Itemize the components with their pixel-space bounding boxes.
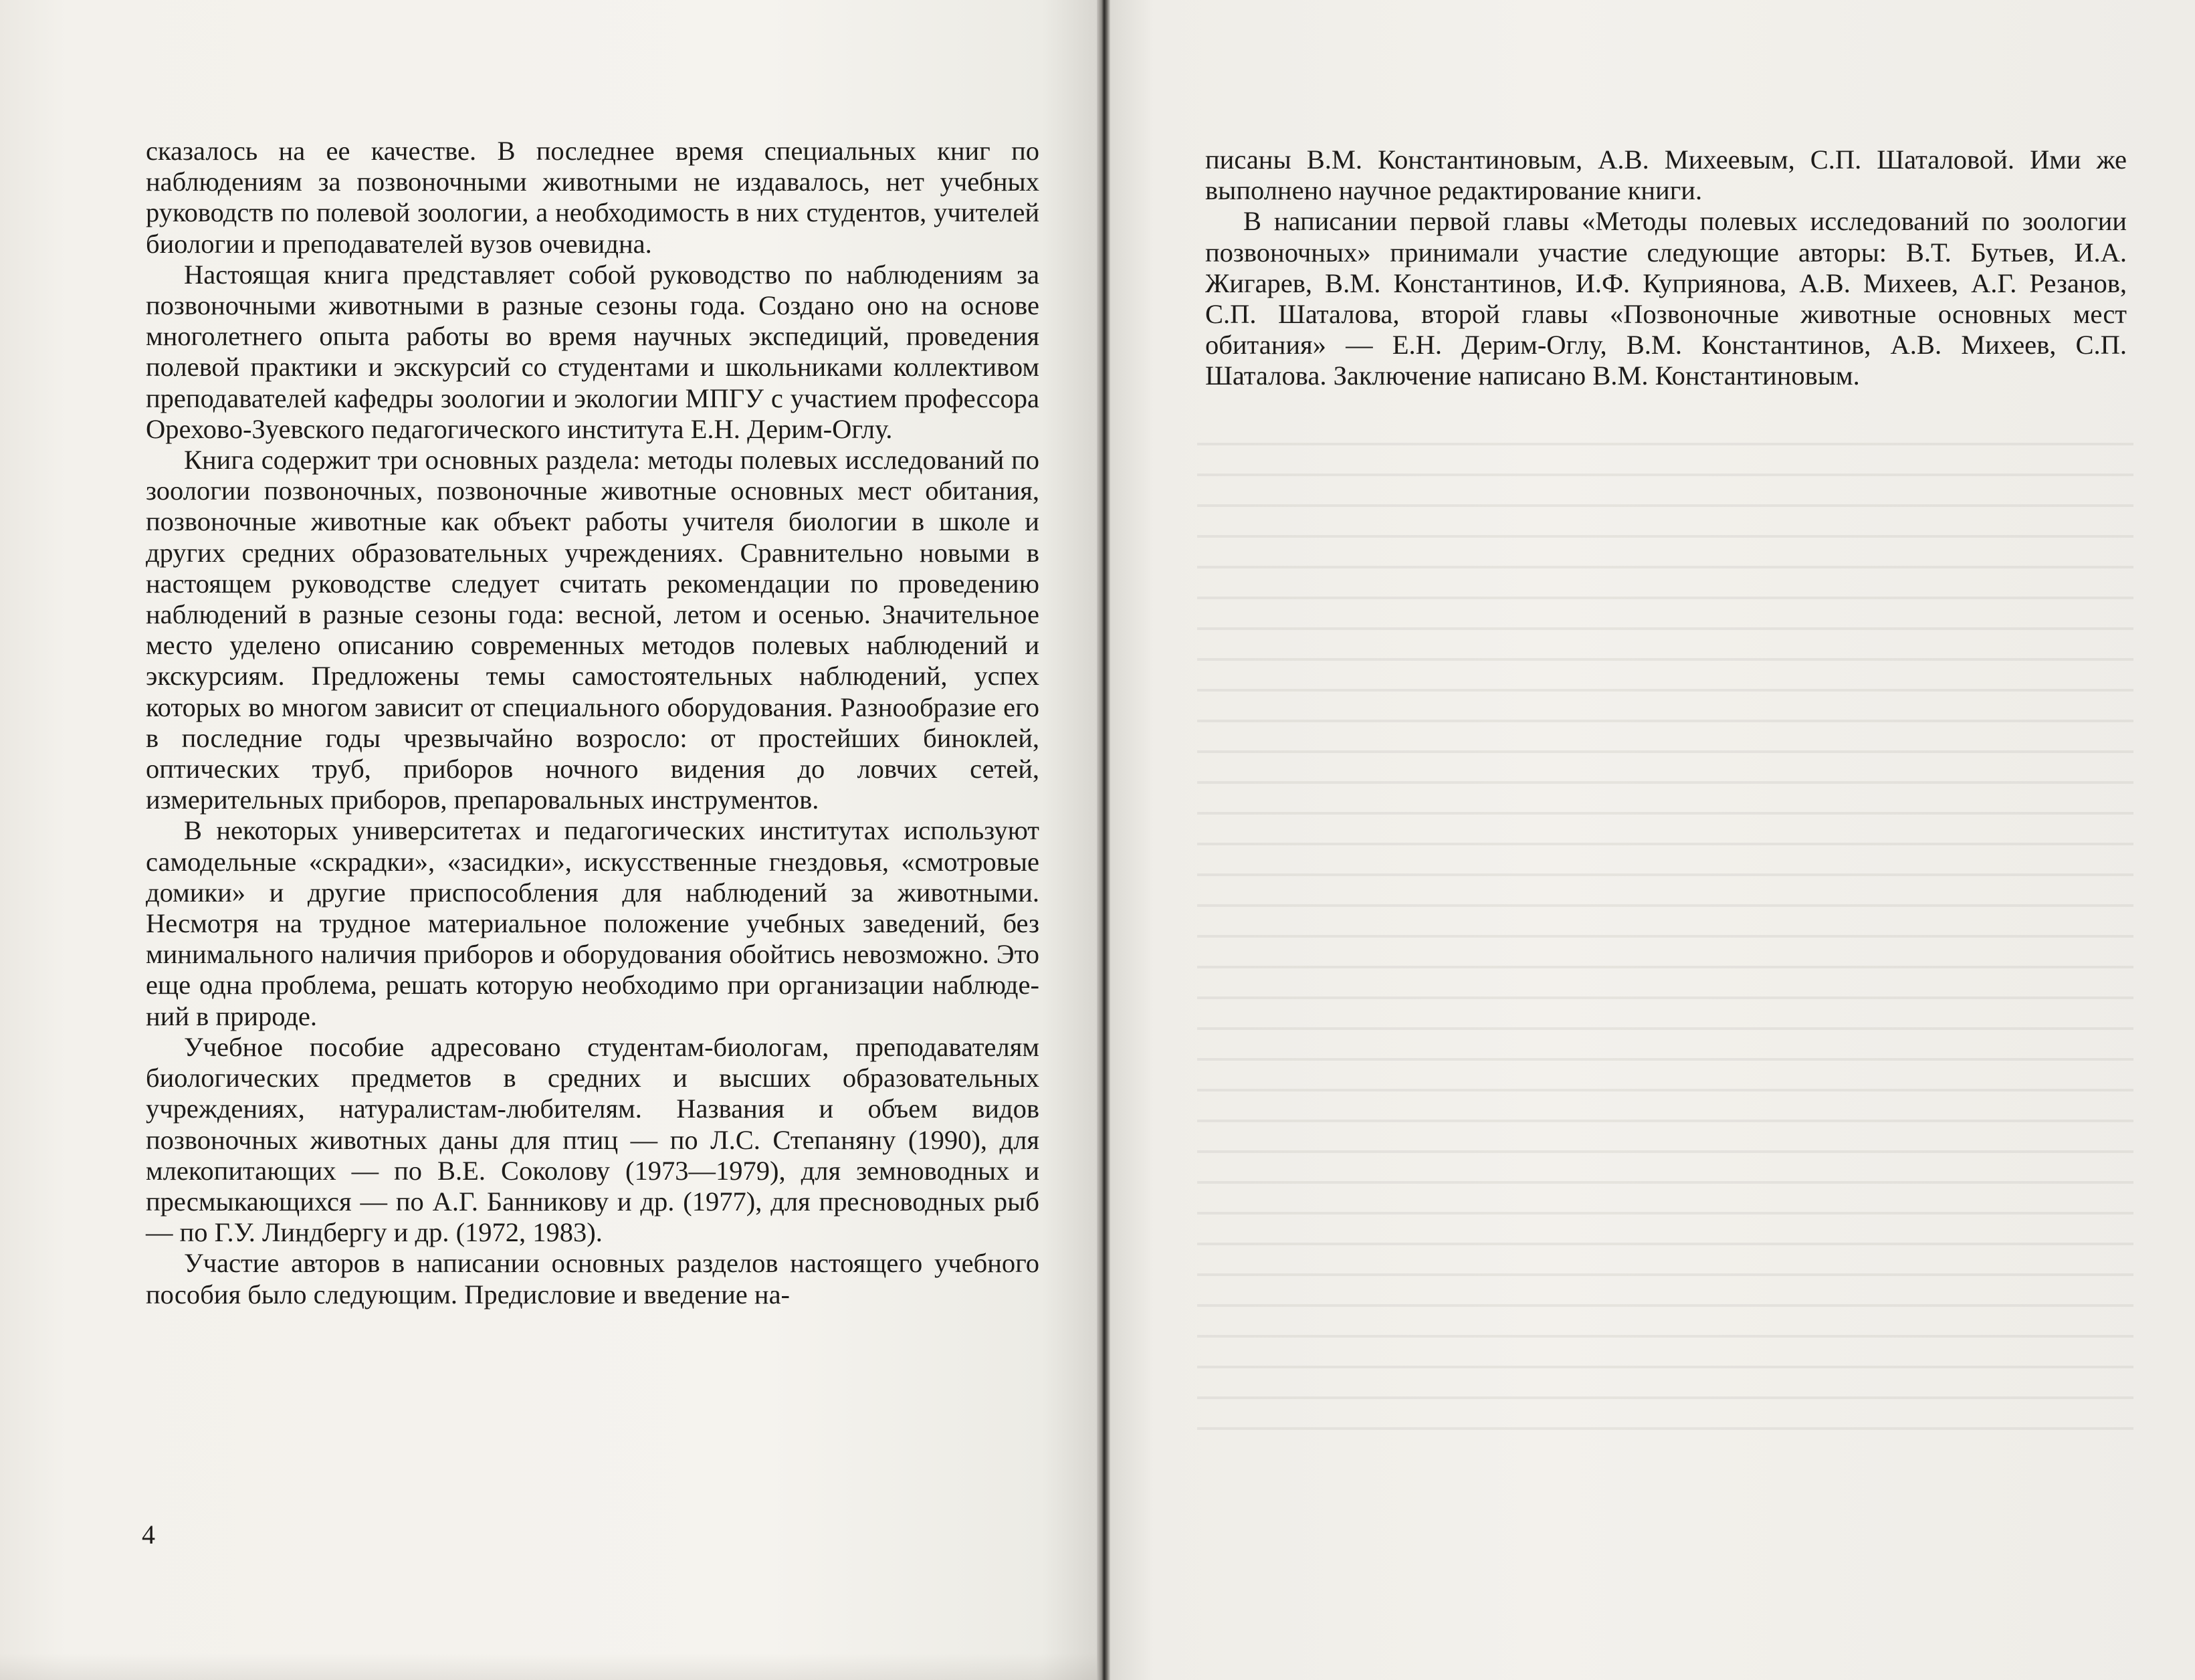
paragraph: Участие авторов в написании основных разделов настоящего учебного пособия было следующим. Предисловие и введение на- bbox=[146, 1248, 1039, 1309]
paragraph: сказалось на ее качестве. В последнее время специальных книг по наблюдениям за позвоночными животными не издавалось, нет учебных руководств по полевой зоологии, а необходимость в них студентов, учителей биологии и преподавателей вузов очевидна. bbox=[146, 136, 1039, 259]
paragraph: Учебное пособие адресовано студентам-биологам, преподавателям биологических предметов в средних и высших образовательных учреждениях, натуралистам-любителям. Названия и объем видов позвоночных животных даны для птиц — по Л.С. Степаняну (1990), для млекопитающих — по В.Е. Соколову (1973—1979), для земноводных и пресмыкающихся — по А.Г. Банникову и др. (1977), для пресноводных рыб — по Г.У. Линдбергу и др. (1972, 1983). bbox=[146, 1031, 1039, 1248]
paragraph: Книга содержит три основных раздела: методы полевых исследований по зоологии позвоночных, позвоночные животные основных мест обитания, позвоночные животные как объект работы учителя биологии в школе и других средних образовательных учреждениях. Сравнительно новыми в настоящем руководстве следует считать рекомендации по проведению наблюдений в разные сезоны года: весной, летом и осенью. Значительное место уделено описанию современных методов полевых наблюдений и экскурсиям. Предложены темы самостоятельных наблюдений, успех которых во многом зависит от специального оборудования. Разнообразие его в последние годы чрезвычайно возросло: от простейших биноклей, оптических труб, приборов ночного видения до ловчих сетей, измерительных приборов, препаровальных инструментов. bbox=[146, 445, 1039, 815]
book-gutter bbox=[1097, 0, 1110, 1680]
paragraph: В некоторых университетах и педагогических институтах используют самодельные «скрадки», «засидки», искусственные гнездовья, «смотровые домики» и другие приспособления для наблюдений за животными. Несмотря на трудное материальное положение учебных заведений, без минимального наличия приборов и оборудования обойтись невозможно. Это еще одна проблема, решать которую необходимо при организации наблюдений в природе. bbox=[146, 815, 1039, 1031]
left-page-text bbox=[146, 136, 1039, 1310]
paragraph: В написании первой главы «Методы полевых исследований по зоологии позвоночных» принимали участие следующие авторы: В.Т. Бутьев, И.А. Жигарев, В.М. Константинов, И.Ф. Куприянова, А.В. Михеев, А.Г. Резанов, С.П. Шаталова, второй главы «Позвоночные животные основных мест обитания» — Е.Н. Дерим-Оглу, В.М. Константинов, А.В. Михеев, С.П. Шаталова. Заключение написано В.М. Константиновым. bbox=[1205, 206, 2127, 391]
page-number: 4 bbox=[142, 1519, 155, 1550]
right-page-text bbox=[1205, 144, 2127, 392]
right-page bbox=[1110, 0, 2195, 1680]
page-edge-shadow bbox=[0, 1653, 1097, 1680]
left-page bbox=[0, 0, 1097, 1680]
paragraph: писаны В.М. Константиновым, А.В. Михеевым, С.П. Шаталовой. Ими же выполнено научное редактирование книги. bbox=[1205, 144, 2127, 206]
show-through-texture bbox=[1197, 423, 2133, 1439]
paragraph: Настоящая книга представляет собой руководство по наблюдениям за позвоночными животными в разные сезоны года. Создано оно на основе многолетнего опыта работы во время научных экспедиций, проведения полевой практики и экскурсий со студентами и школьниками коллективом преподавателей кафедры зоологии и экологии МПГУ с участием профессора Орехово-Зуевского педагогического института Е.Н. Дерим-Оглу. bbox=[146, 259, 1039, 444]
